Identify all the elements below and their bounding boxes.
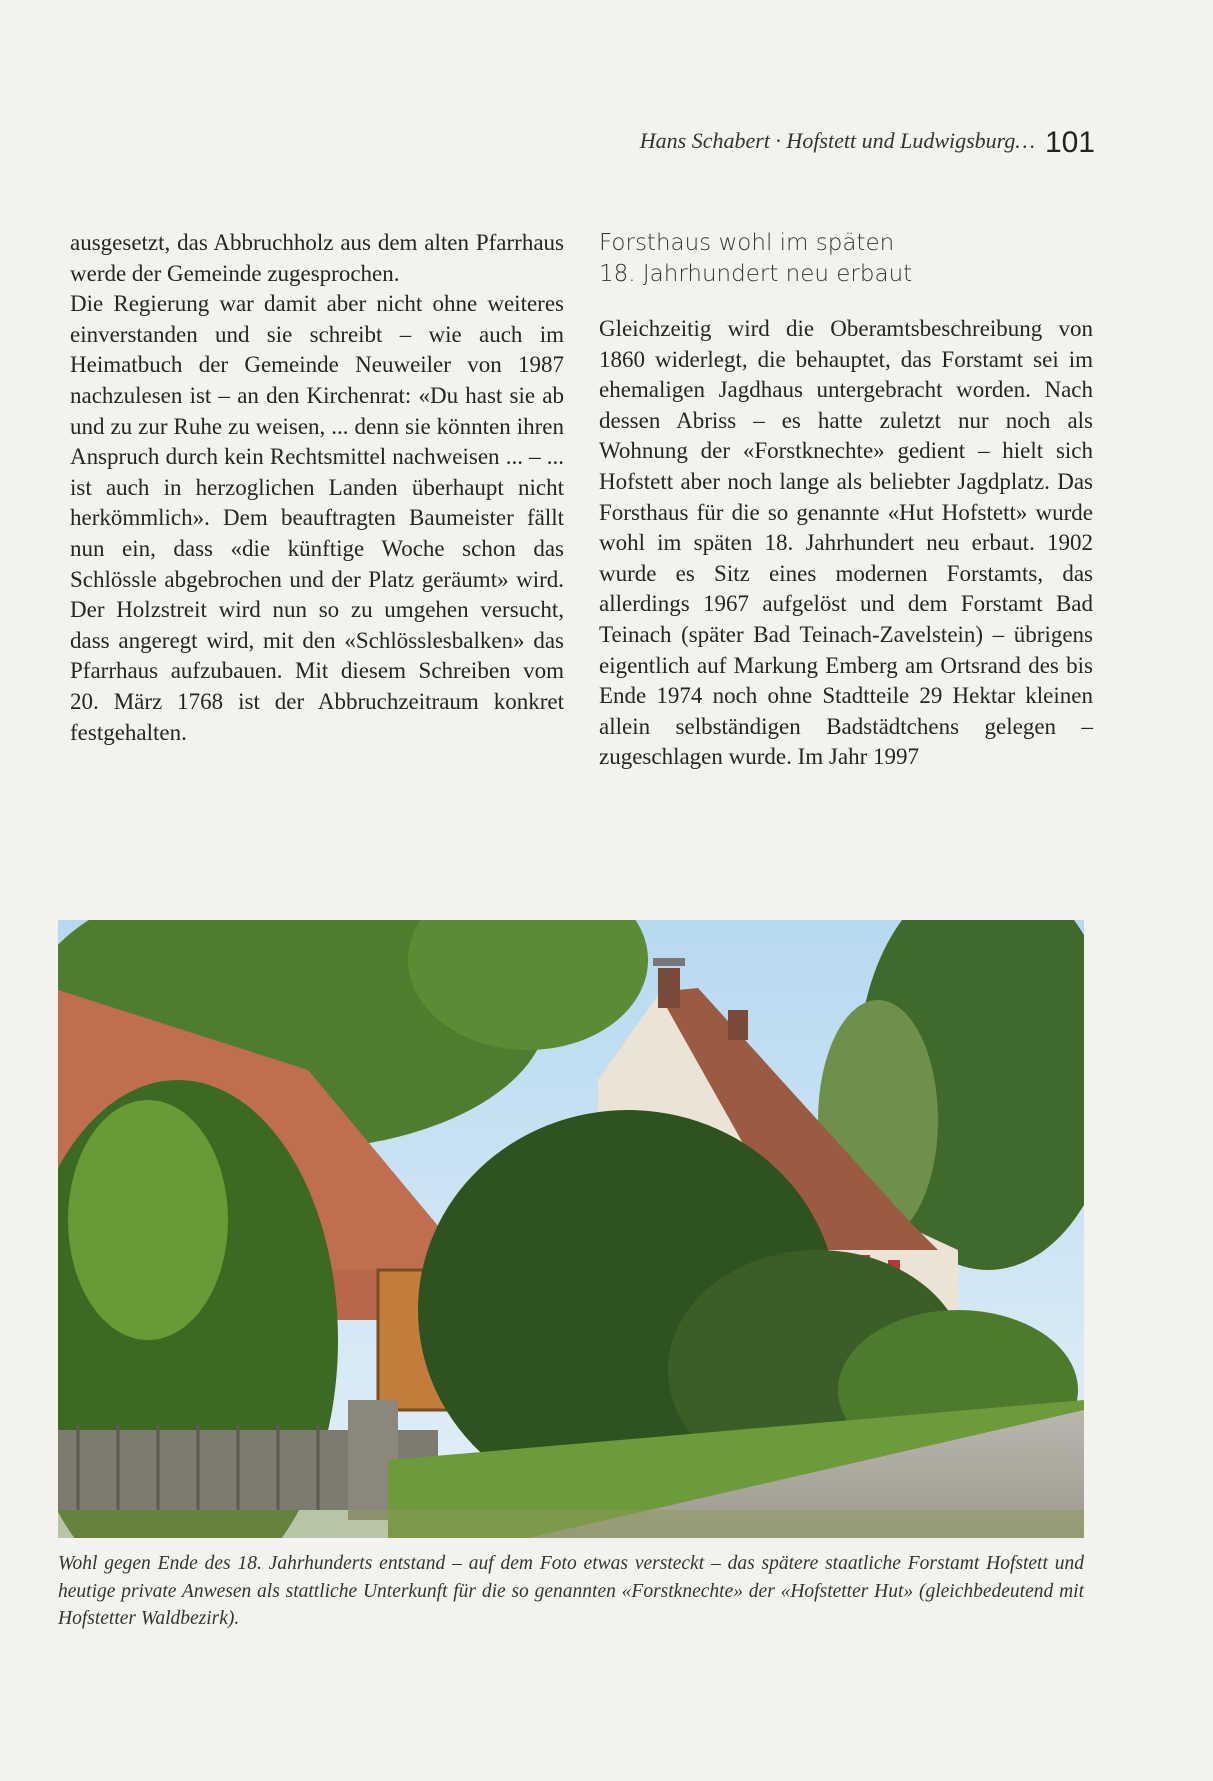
figure-caption: Wohl gegen Ende des 18. Jahrhunderts entstand – auf dem Foto etwas versteckt – das spätere staatliche Forstamt Hofstett und heutige private Anwesen als stattliche Unterkunft für die so genannten «Forstknechte» der «Hofstetter Hut» (gleichbedeutend mit Hofstetter Waldbezirk). bbox=[58, 1553, 1084, 1629]
paragraph: Gleichzeitig wird die Oberamtsbeschreibung von 1860 widerlegt, die behauptet, das Forstamt sei im ehemaligen Jagdhaus untergebracht worden. Nach dessen Abriss – es hatte zuletzt nur noch als Wohnung der «Forstknechte» gedient – hielt sich Hofstett aber noch lange als beliebter Jagdplatz. Das Forsthaus für die so genannte «Hut Hofstett» wurde wohl im späten 18. Jahrhundert neu erbaut. 1902 wurde es Sitz eines modernen Forstamts, das allerdings 1967 aufgelöst und dem Forstamt Bad Teinach (später Bad Teinach-Zavelstein) – übrigens eigentlich auf Markung Emberg am Ortsrand des bis Ende 1974 noch ohne Stadtteile 29 Hektar kleinen allein selbständigen Badstädtchens gelegen – zugeschlagen wurde. Im Jahr 1997 bbox=[599, 316, 1093, 770]
section-heading-line: Forsthaus wohl im späten bbox=[599, 230, 895, 256]
section-heading bbox=[599, 228, 1093, 290]
paragraph: Die Regierung war damit aber nicht ohne weiteres einverstanden und sie schreibt – wie auch im Heimatbuch der Gemeinde Neuweiler von 1987 nachzulesen ist – an den Kirchenrat: «Du hast sie ab und zu zur Ruhe zu weisen, ... denn sie könnten ihren Anspruch durch kein Rechtsmittel nachweisen ... – ... ist auch in herzoglichen Landen überhaupt nicht herkömmlich». Dem beauftragten Baumeister fällt nun ein, dass «die künftige Woche schon das Schlössle abgebrochen und der Platz geräumt» wird. Der Holzstreit wird nun so zu umgehen versucht, dass angeregt wird, mit den «Schlösslesbalken» das Pfarrhaus aufzubauen. Mit diesem Schreiben vom 20. März 1768 ist der Abbruchzeitraum konkret festgehalten. bbox=[70, 291, 564, 745]
page-number: 101 bbox=[1044, 126, 1095, 159]
right-column bbox=[599, 228, 1093, 773]
forsthaus-photo bbox=[58, 920, 1084, 1538]
left-column bbox=[70, 228, 564, 748]
running-title: Hans Schabert · Hofstett und Ludwigsburg… bbox=[639, 128, 1035, 153]
paragraph: ausgesetzt, das Abbruchholz aus dem alten Pfarrhaus werde der Gemeinde zugesprochen. bbox=[70, 230, 564, 286]
section-heading-line: 18. Jahrhundert neu erbaut bbox=[599, 261, 913, 287]
